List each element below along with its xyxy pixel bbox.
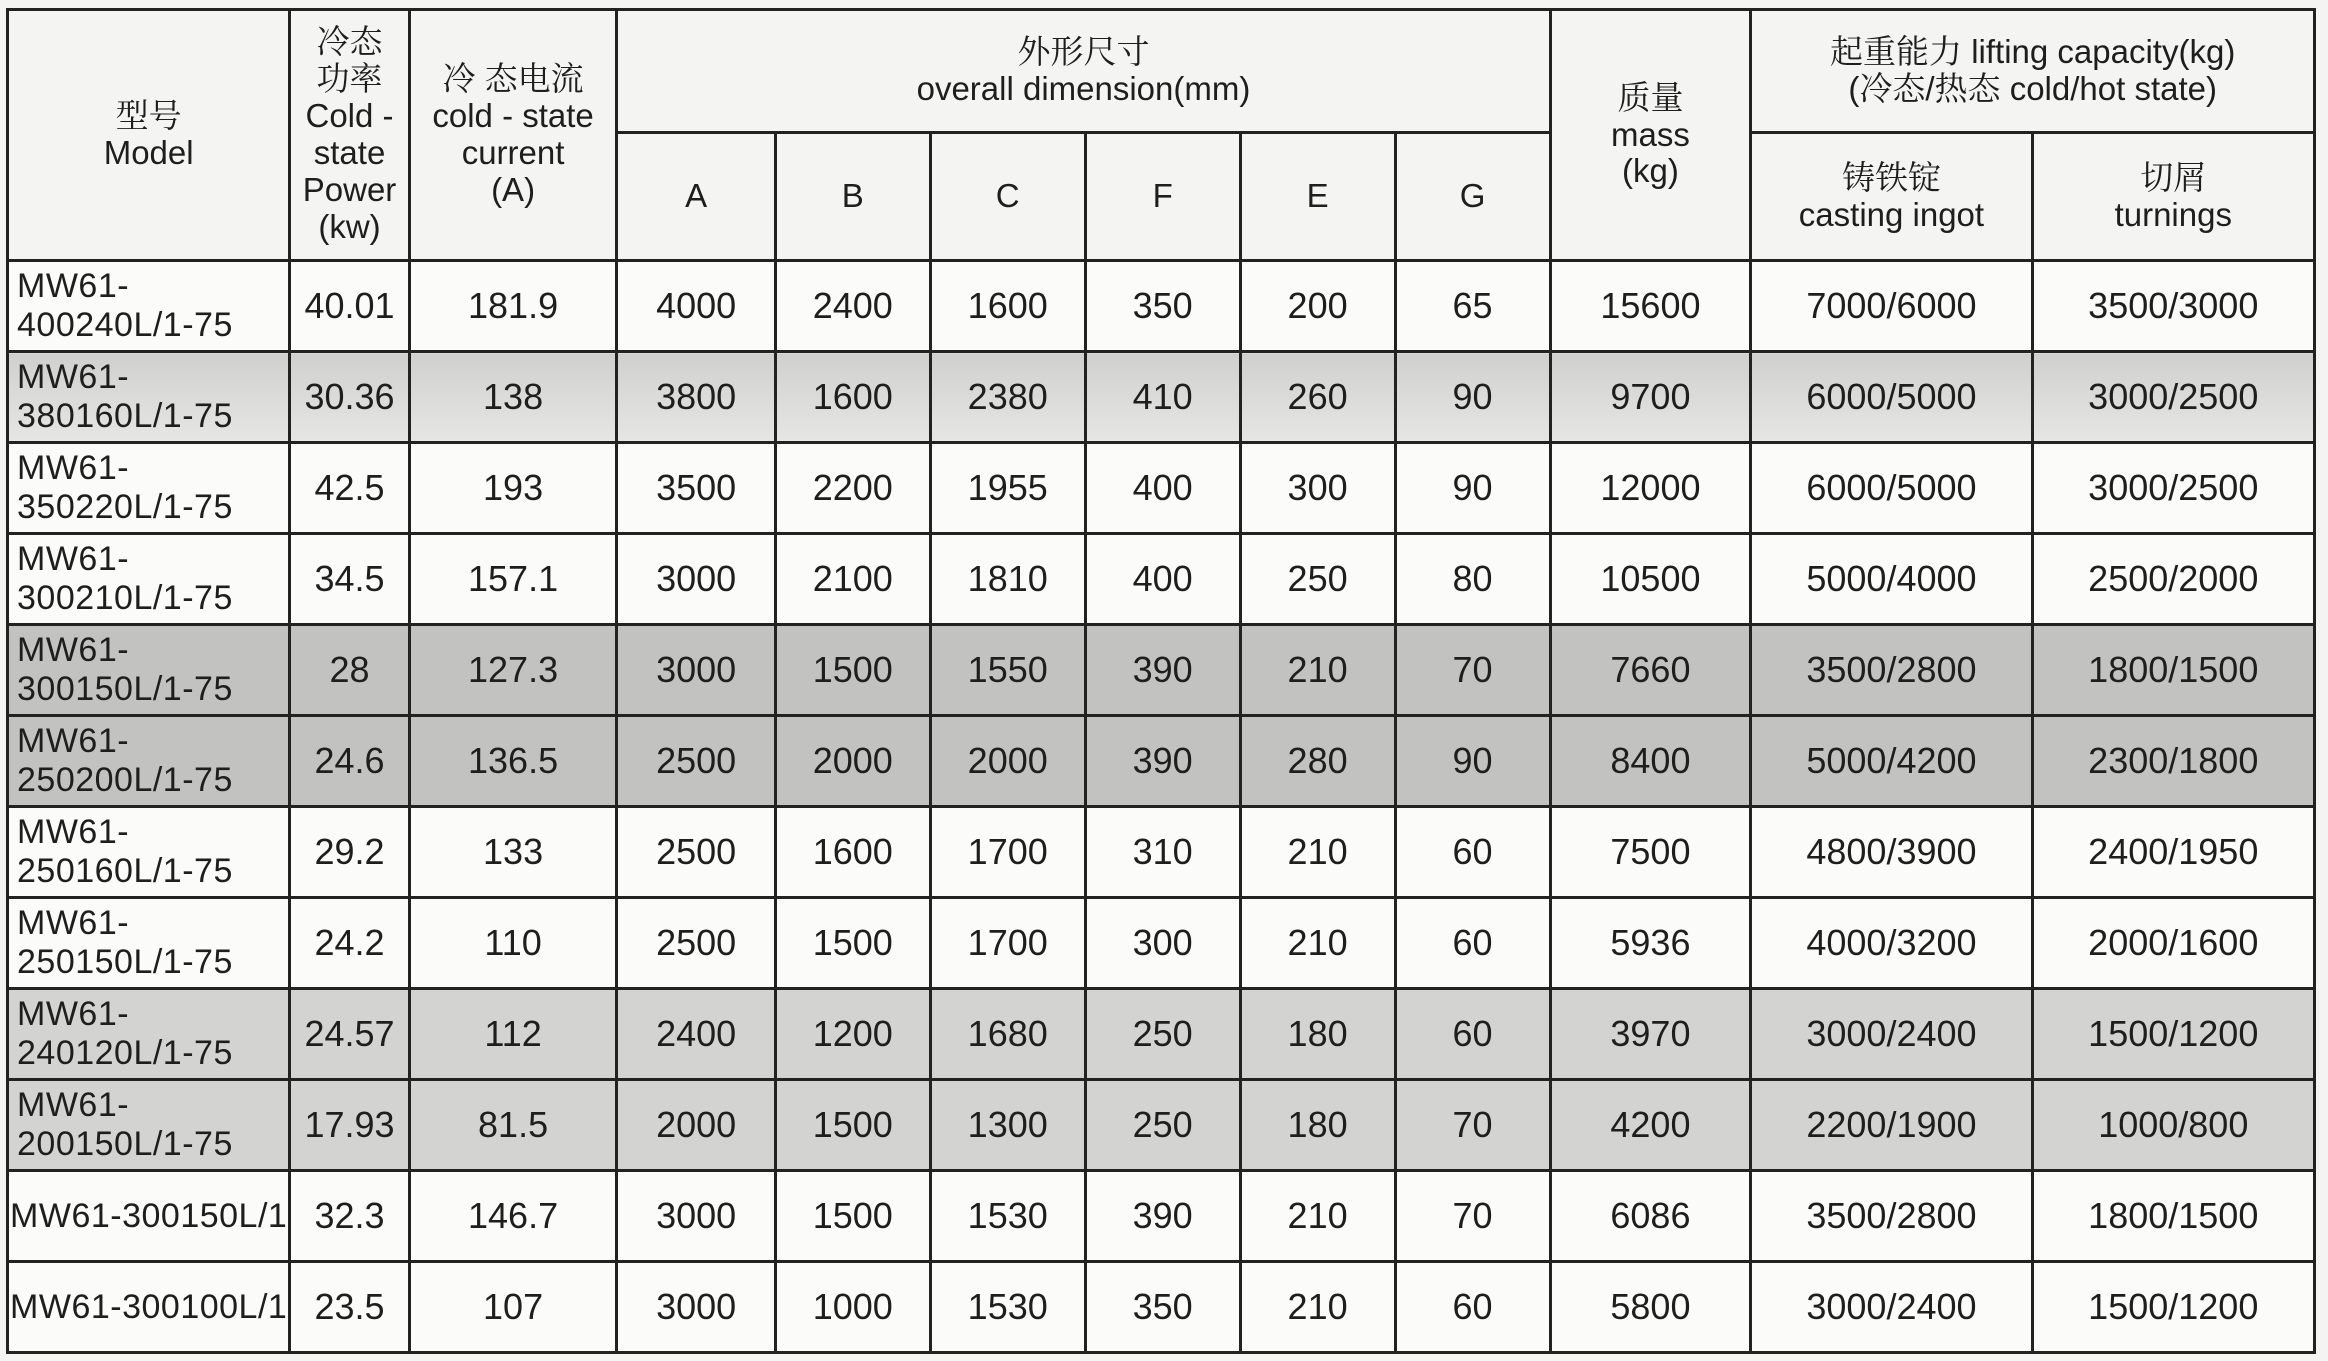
table-row — [8, 261, 2315, 352]
cell-dim-c: 1530 — [930, 1262, 1085, 1353]
cell-power: 42.5 — [290, 443, 409, 534]
cell-mass: 7500 — [1550, 807, 1751, 898]
cell-dim-b: 2400 — [775, 261, 930, 352]
cell-current: 110 — [409, 898, 617, 989]
table-row — [8, 807, 2315, 898]
cell-dim-a: 3000 — [617, 1171, 775, 1262]
cell-dim-c: 2380 — [930, 352, 1085, 443]
header-casting-ingot: 铸铁锭 casting ingot — [1751, 133, 2032, 261]
cell-power: 29.2 — [290, 807, 409, 898]
cell-dim-c: 2000 — [930, 716, 1085, 807]
cell-model: MW61-300150L/1-75 — [8, 625, 290, 716]
cell-power: 24.2 — [290, 898, 409, 989]
cell-dim-a: 3500 — [617, 443, 775, 534]
cell-model: MW61-200150L/1-75 — [8, 1080, 290, 1171]
header-lifting-capacity: 起重能力 lifting capacity(kg) (冷态/热态 cold/hot state) — [1751, 10, 2315, 133]
cell-dim-a: 3000 — [617, 534, 775, 625]
cell-dim-a: 3000 — [617, 625, 775, 716]
cell-power: 40.01 — [290, 261, 409, 352]
table-header — [8, 10, 2315, 261]
cell-current: 138 — [409, 352, 617, 443]
cell-dim-g: 90 — [1395, 716, 1550, 807]
table-row — [8, 534, 2315, 625]
cell-model: MW61-300150L/1 — [8, 1171, 290, 1262]
cell-casting-ingot: 5000/4200 — [1751, 716, 2032, 807]
cell-turnings: 2300/1800 — [2032, 716, 2314, 807]
cell-turnings: 1500/1200 — [2032, 1262, 2314, 1353]
header-dim-b: B — [775, 133, 930, 261]
cell-dim-a: 2500 — [617, 898, 775, 989]
cell-casting-ingot: 3500/2800 — [1751, 625, 2032, 716]
cell-casting-ingot: 2200/1900 — [1751, 1080, 2032, 1171]
cell-dim-c: 1680 — [930, 989, 1085, 1080]
cell-power: 24.57 — [290, 989, 409, 1080]
header-current: 冷 态电流 cold - state current (A) — [409, 10, 617, 261]
cell-turnings: 2400/1950 — [2032, 807, 2314, 898]
cell-dim-b: 1500 — [775, 625, 930, 716]
cell-dim-e: 300 — [1240, 443, 1395, 534]
cell-dim-e: 210 — [1240, 807, 1395, 898]
cell-dim-e: 210 — [1240, 625, 1395, 716]
cell-casting-ingot: 5000/4000 — [1751, 534, 2032, 625]
cell-model: MW61-300100L/1 — [8, 1262, 290, 1353]
cell-dim-a: 4000 — [617, 261, 775, 352]
header-dim-e: E — [1240, 133, 1395, 261]
cell-dim-e: 200 — [1240, 261, 1395, 352]
cell-turnings: 2000/1600 — [2032, 898, 2314, 989]
cell-dim-f: 350 — [1085, 1262, 1240, 1353]
cell-dim-g: 60 — [1395, 989, 1550, 1080]
table-row — [8, 716, 2315, 807]
cell-dim-b: 1200 — [775, 989, 930, 1080]
cell-current: 112 — [409, 989, 617, 1080]
cell-dim-a: 3800 — [617, 352, 775, 443]
cell-dim-a: 3000 — [617, 1262, 775, 1353]
cell-dim-b: 1500 — [775, 1171, 930, 1262]
cell-casting-ingot: 4000/3200 — [1751, 898, 2032, 989]
cell-mass: 4200 — [1550, 1080, 1751, 1171]
cell-current: 81.5 — [409, 1080, 617, 1171]
cell-dim-b: 1500 — [775, 898, 930, 989]
cell-dim-e: 210 — [1240, 1262, 1395, 1353]
cell-mass: 7660 — [1550, 625, 1751, 716]
cell-dim-a: 2500 — [617, 716, 775, 807]
cell-dim-e: 250 — [1240, 534, 1395, 625]
cell-turnings: 1800/1500 — [2032, 625, 2314, 716]
cell-dim-f: 390 — [1085, 716, 1240, 807]
cell-dim-g: 70 — [1395, 1080, 1550, 1171]
cell-casting-ingot: 6000/5000 — [1751, 443, 2032, 534]
cell-model: MW61-250160L/1-75 — [8, 807, 290, 898]
cell-turnings: 3000/2500 — [2032, 443, 2314, 534]
table-row — [8, 352, 2315, 443]
table-row — [8, 989, 2315, 1080]
cell-dim-f: 310 — [1085, 807, 1240, 898]
cell-dim-e: 180 — [1240, 989, 1395, 1080]
cell-dim-c: 1955 — [930, 443, 1085, 534]
table-row — [8, 443, 2315, 534]
cell-dim-e: 180 — [1240, 1080, 1395, 1171]
header-power: 冷态 功率 Cold - state Power (kw) — [290, 10, 409, 261]
cell-dim-c: 1700 — [930, 898, 1085, 989]
cell-mass: 6086 — [1550, 1171, 1751, 1262]
table-row — [8, 898, 2315, 989]
cell-dim-g: 80 — [1395, 534, 1550, 625]
cell-dim-f: 390 — [1085, 625, 1240, 716]
header-turnings: 切屑 turnings — [2032, 133, 2314, 261]
cell-dim-c: 1300 — [930, 1080, 1085, 1171]
cell-dim-g: 90 — [1395, 352, 1550, 443]
cell-power: 23.5 — [290, 1262, 409, 1353]
cell-dim-a: 2000 — [617, 1080, 775, 1171]
cell-mass: 5800 — [1550, 1262, 1751, 1353]
cell-casting-ingot: 6000/5000 — [1751, 352, 2032, 443]
cell-turnings: 3000/2500 — [2032, 352, 2314, 443]
table-body — [8, 261, 2315, 1353]
cell-dim-g: 60 — [1395, 807, 1550, 898]
cell-dim-b: 1000 — [775, 1262, 930, 1353]
cell-dim-c: 1810 — [930, 534, 1085, 625]
cell-dim-g: 70 — [1395, 1171, 1550, 1262]
cell-casting-ingot: 4800/3900 — [1751, 807, 2032, 898]
cell-dim-b: 2000 — [775, 716, 930, 807]
cell-dim-f: 400 — [1085, 443, 1240, 534]
cell-casting-ingot: 3000/2400 — [1751, 989, 2032, 1080]
table-row — [8, 1171, 2315, 1262]
cell-mass: 8400 — [1550, 716, 1751, 807]
cell-power: 34.5 — [290, 534, 409, 625]
cell-model: MW61-300210L/1-75 — [8, 534, 290, 625]
cell-power: 32.3 — [290, 1171, 409, 1262]
cell-dim-g: 65 — [1395, 261, 1550, 352]
cell-dim-b: 2200 — [775, 443, 930, 534]
cell-current: 157.1 — [409, 534, 617, 625]
cell-dim-f: 250 — [1085, 989, 1240, 1080]
cell-model: MW61-350220L/1-75 — [8, 443, 290, 534]
cell-dim-f: 300 — [1085, 898, 1240, 989]
cell-mass: 10500 — [1550, 534, 1751, 625]
cell-model: MW61-400240L/1-75 — [8, 261, 290, 352]
cell-turnings: 2500/2000 — [2032, 534, 2314, 625]
cell-casting-ingot: 7000/6000 — [1751, 261, 2032, 352]
cell-current: 181.9 — [409, 261, 617, 352]
cell-power: 17.93 — [290, 1080, 409, 1171]
cell-dim-e: 280 — [1240, 716, 1395, 807]
header-mass: 质量 mass (kg) — [1550, 10, 1751, 261]
cell-dim-g: 60 — [1395, 1262, 1550, 1353]
cell-dim-g: 90 — [1395, 443, 1550, 534]
cell-mass: 12000 — [1550, 443, 1751, 534]
cell-dim-b: 2100 — [775, 534, 930, 625]
spec-table — [6, 8, 2316, 1354]
table-row — [8, 1080, 2315, 1171]
cell-model: MW61-380160L/1-75 — [8, 352, 290, 443]
cell-dim-g: 70 — [1395, 625, 1550, 716]
cell-turnings: 1500/1200 — [2032, 989, 2314, 1080]
header-dim-g: G — [1395, 133, 1550, 261]
cell-dim-e: 210 — [1240, 898, 1395, 989]
cell-current: 133 — [409, 807, 617, 898]
cell-dim-f: 390 — [1085, 1171, 1240, 1262]
cell-dim-a: 2500 — [617, 807, 775, 898]
cell-turnings: 1800/1500 — [2032, 1171, 2314, 1262]
header-dim-a: A — [617, 133, 775, 261]
cell-current: 107 — [409, 1262, 617, 1353]
cell-current: 127.3 — [409, 625, 617, 716]
cell-dim-c: 1550 — [930, 625, 1085, 716]
cell-model: MW61-240120L/1-75 — [8, 989, 290, 1080]
header-dim-c: C — [930, 133, 1085, 261]
header-model: 型号 Model — [8, 10, 290, 261]
cell-dim-f: 400 — [1085, 534, 1240, 625]
cell-dim-f: 250 — [1085, 1080, 1240, 1171]
cell-casting-ingot: 3000/2400 — [1751, 1262, 2032, 1353]
cell-dim-a: 2400 — [617, 989, 775, 1080]
cell-mass: 15600 — [1550, 261, 1751, 352]
cell-casting-ingot: 3500/2800 — [1751, 1171, 2032, 1262]
table-row — [8, 1262, 2315, 1353]
cell-mass: 9700 — [1550, 352, 1751, 443]
header-dim-f: F — [1085, 133, 1240, 261]
cell-dim-b: 1500 — [775, 1080, 930, 1171]
cell-mass: 5936 — [1550, 898, 1751, 989]
cell-dim-f: 350 — [1085, 261, 1240, 352]
cell-dim-c: 1530 — [930, 1171, 1085, 1262]
cell-dim-c: 1600 — [930, 261, 1085, 352]
cell-model: MW61-250200L/1-75 — [8, 716, 290, 807]
cell-turnings: 1000/800 — [2032, 1080, 2314, 1171]
cell-dim-c: 1700 — [930, 807, 1085, 898]
cell-dim-f: 410 — [1085, 352, 1240, 443]
table-row — [8, 625, 2315, 716]
cell-power: 30.36 — [290, 352, 409, 443]
cell-dim-e: 260 — [1240, 352, 1395, 443]
cell-dim-e: 210 — [1240, 1171, 1395, 1262]
header-dimension: 外形尺寸 overall dimension(mm) — [617, 10, 1550, 133]
cell-current: 136.5 — [409, 716, 617, 807]
cell-power: 28 — [290, 625, 409, 716]
cell-current: 193 — [409, 443, 617, 534]
cell-model: MW61-250150L/1-75 — [8, 898, 290, 989]
cell-power: 24.6 — [290, 716, 409, 807]
cell-dim-g: 60 — [1395, 898, 1550, 989]
cell-turnings: 3500/3000 — [2032, 261, 2314, 352]
cell-mass: 3970 — [1550, 989, 1751, 1080]
cell-current: 146.7 — [409, 1171, 617, 1262]
cell-dim-b: 1600 — [775, 352, 930, 443]
cell-dim-b: 1600 — [775, 807, 930, 898]
